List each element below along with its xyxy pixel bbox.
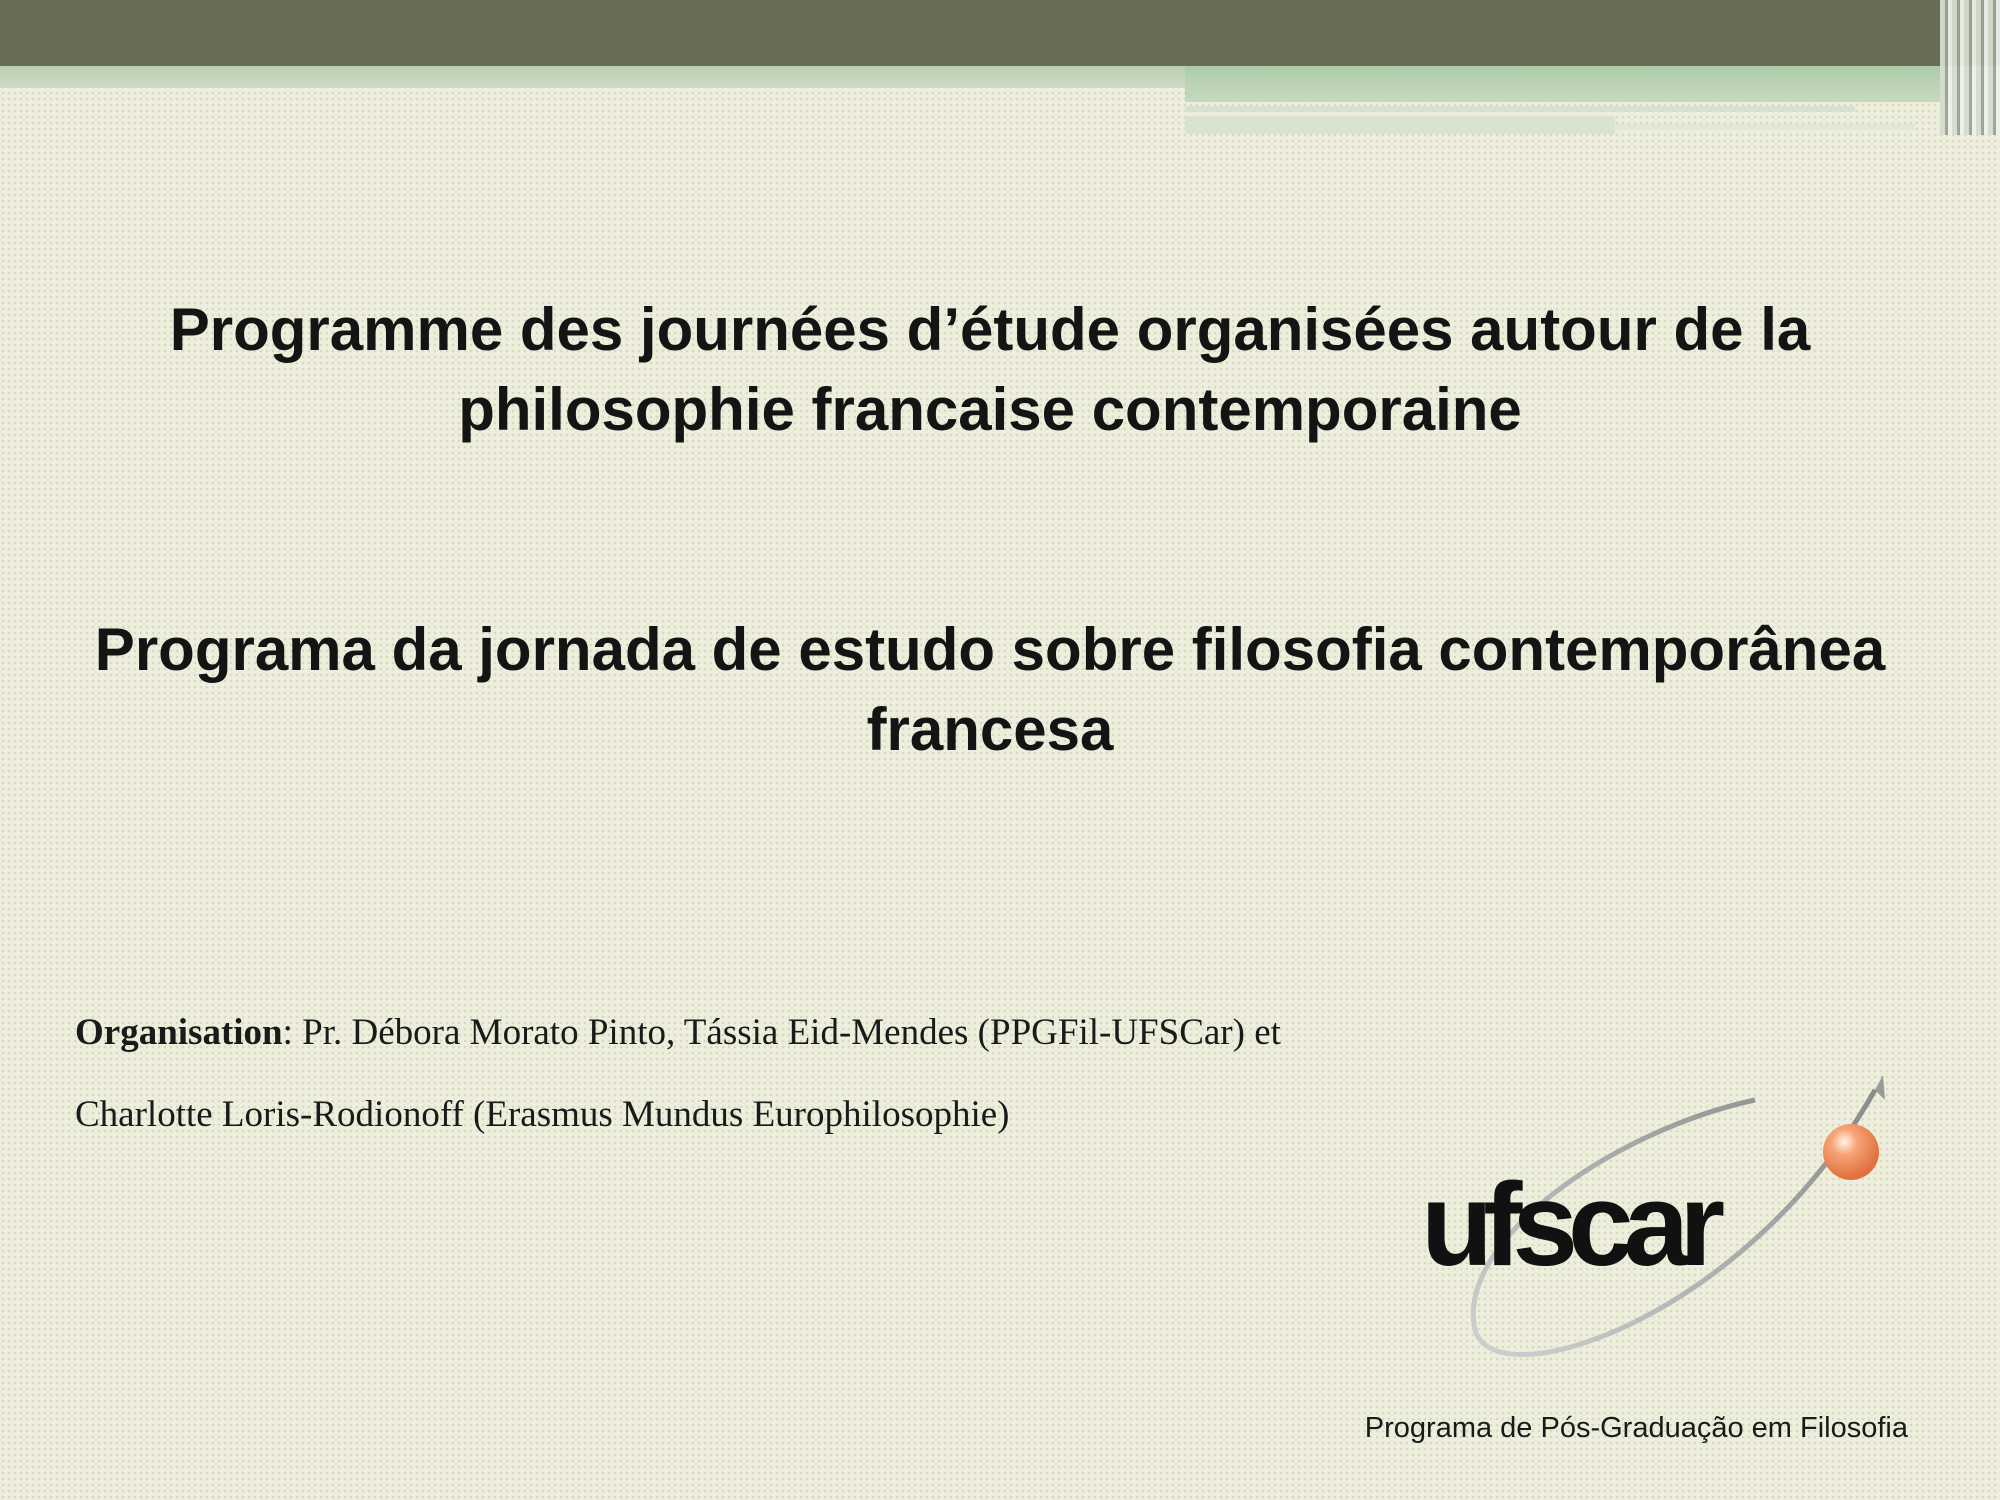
ufscar-logo — [1415, 1070, 1915, 1380]
header-accent-stripe — [1615, 124, 1915, 130]
header-accent-stripe — [0, 66, 1185, 88]
header-bar — [0, 0, 2000, 66]
title-portuguese: Programa da jornada de estudo sobre filosofia contemporânea francesa — [94, 616, 1886, 763]
organisation-label: Organisation — [75, 1012, 283, 1053]
organisation-names: : Pr. Débora Morato Pinto, Tássia Eid-Mendes (PPGFil-UFSCar) et — [282, 1012, 1281, 1053]
header-accent-stripe — [1185, 106, 1855, 112]
logo-wordmark: ufscar — [1421, 1159, 1716, 1291]
organisation-line-2: Charlotte Loris-Rodionoff (Erasmus Mundus Europhilosophie) — [75, 1094, 1010, 1135]
header-accent-stripe — [1185, 116, 1615, 134]
logo-ball — [1823, 1124, 1879, 1180]
header-accent-stripe — [1185, 66, 1955, 102]
title-french: Programme des journées d’étude organisées autour de la philosophie francaise contemporaine — [169, 296, 1811, 443]
footer-program-name: Programa de Pós-Graduação em Filosofia — [1364, 1412, 1908, 1444]
decorative-rails — [1940, 0, 2000, 135]
organisation-line-1 — [75, 1008, 1281, 1058]
